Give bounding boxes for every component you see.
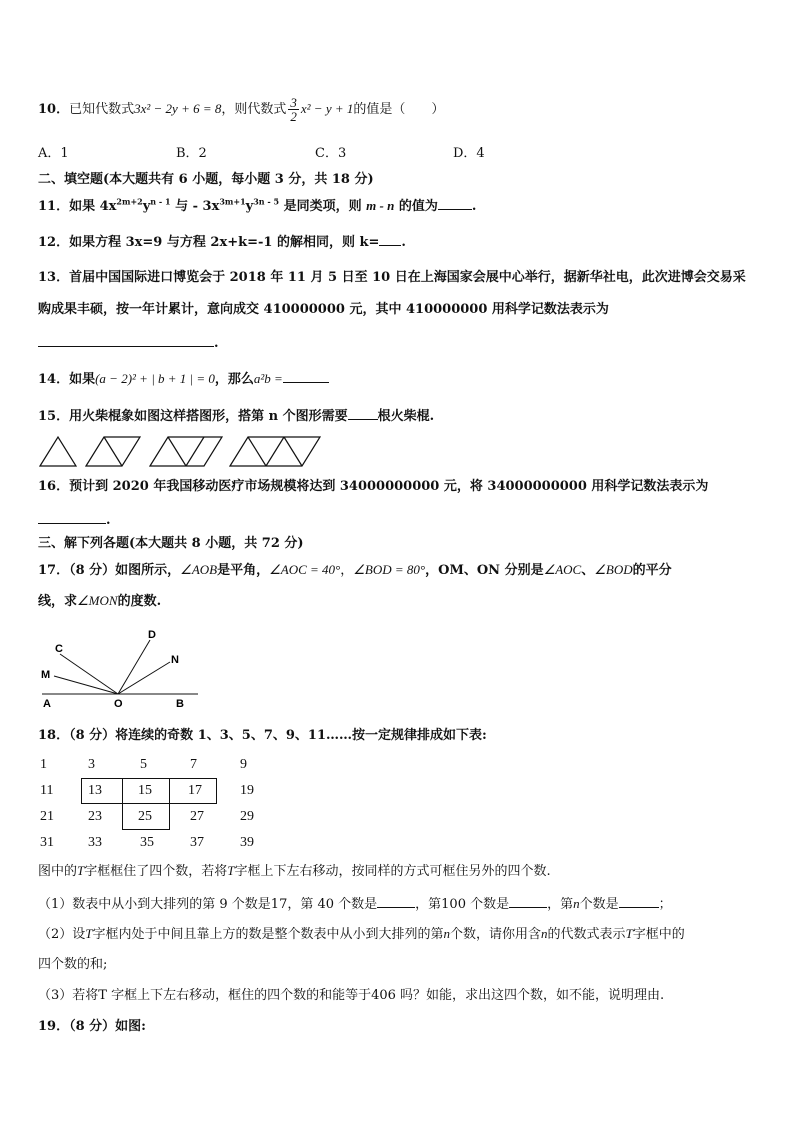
q13-line2: 购成果丰硕，按一年计累计，意向成交 410000000 元，其中 410000000 用科学记数法表示为: [38, 302, 609, 317]
q18-part2-line2: 四个数的和;: [38, 957, 108, 972]
q11-answer-blank[interactable]: [438, 196, 472, 210]
section-3-heading: 三、解下列各题(本大题共 8 小题，共 72 分): [38, 536, 304, 551]
q18-p1-blank-2[interactable]: [509, 894, 547, 908]
q18-desc-c: 字框上下左右移动，按同样的方式可框住另外的四个数.: [234, 864, 551, 879]
table-cell: 37: [190, 835, 204, 850]
q12-end: .: [401, 235, 406, 250]
q11-number: 11．: [38, 199, 70, 214]
q18-p1-d: 个数是: [579, 897, 619, 912]
table-cell: 19: [240, 783, 254, 798]
table-cell: 15: [138, 783, 152, 798]
q10-post: 的值是（ ）: [353, 102, 445, 117]
q15-matchstick-figure: [38, 435, 328, 469]
q16-line1: 16．预计到 2020 年我国移动医疗市场规模将达到 34000000000 元，将 34000000000 用科学记数法表示为: [38, 479, 709, 494]
q17-a: 17．（8 分）如图所示，: [38, 563, 181, 578]
q18-part3: （3）若将T 字框上下左右移动，框住的四个数的和能等于406 吗？如能，求出这四个数，如不能，说明理由.: [38, 988, 665, 1003]
q17-bod: ∠BOD = 80°: [353, 562, 426, 577]
label-m: M: [41, 669, 51, 681]
q17-mon: ∠MON: [77, 593, 118, 608]
q13-line3: [38, 333, 219, 353]
q18-description: [38, 862, 551, 881]
figure-1-triangle: [40, 437, 76, 466]
q14-pre: 14．如果: [38, 372, 96, 387]
label-d: D: [148, 629, 156, 641]
ray-on: [118, 662, 170, 694]
q10-expr2: x² − y + 1: [300, 101, 354, 116]
ray-om: [54, 676, 118, 694]
q18-p2-c: 个数，请你用含: [450, 927, 542, 942]
q18-n: n: [573, 896, 580, 911]
q14-expr2: a²b =: [253, 371, 283, 386]
section-2-heading: 二、填空题(本大题共有 6 小题，每小题 3 分，共 18 分): [38, 172, 374, 187]
q10-option-d: D．4: [453, 146, 485, 161]
table-cell: 35: [140, 835, 154, 850]
q16-line2: [38, 510, 111, 530]
q18-part1: [38, 894, 672, 914]
q18-t-symbol: T: [85, 926, 93, 941]
table-cell: 5: [140, 757, 147, 772]
q18-p1-b: ，第100 个数是: [415, 897, 510, 912]
q18-p2-b: 字框内处于中间且靠上方的数是整个数表中从小到大排列的第: [92, 927, 444, 942]
q11-d: y: [245, 199, 254, 214]
q11-mn: m - n: [366, 198, 395, 213]
q18-p1-a: （1）数表中从小到大排列的第 9 个数是17，第 40 个数是: [38, 897, 378, 912]
q14-line: [38, 369, 329, 389]
q15-answer-blank[interactable]: [348, 406, 378, 420]
q17-aoc2: ∠AOC: [543, 562, 582, 577]
q10-number: 10．: [38, 102, 70, 117]
q11-a: 如果 4x: [69, 199, 117, 214]
q18-t-symbol: T: [625, 926, 633, 941]
q15-text: 15．用火柴棍象如图这样搭图形，搭第 n 个图形需要: [38, 409, 348, 424]
figure-3-triangles: [150, 437, 222, 466]
table-cell: 11: [40, 783, 54, 798]
q13-line1: 13．首届中国国际进口博览会于 2018 年 11 月 5 日至 10 日在上海国家会展中心举行，据新华社电，此次进博会交易采: [38, 270, 746, 285]
q18-part2-line1: [38, 925, 685, 944]
q16-answer-blank[interactable]: [38, 510, 106, 524]
table-cell: 31: [40, 835, 54, 850]
table-cell: 39: [240, 835, 254, 850]
q10-line: [38, 96, 444, 123]
table-cell: 33: [88, 835, 102, 850]
q17-aob: ∠AOB: [180, 562, 218, 577]
q10-mid: ，则代数式: [221, 102, 287, 117]
q17-angle-diagram: [38, 624, 208, 710]
q19-line: 19．（8 分）如图:: [38, 1019, 146, 1034]
q17-d: 的平分: [632, 563, 672, 578]
q15-end: 根火柴棍.: [377, 409, 435, 424]
q18-n: n: [541, 926, 548, 941]
q11-exp4: 3n - 5: [253, 196, 280, 207]
q14-expr: (a − 2)² + | b + 1 | = 0: [95, 371, 215, 386]
q15-line: [38, 406, 434, 426]
q18-p2-e: 字框中的: [632, 927, 685, 942]
q11-line: [38, 196, 476, 216]
q14-mid: ，那么: [214, 372, 254, 387]
label-c: C: [55, 643, 63, 655]
ray-od: [118, 640, 150, 694]
q10-option-c: C．3: [315, 146, 347, 161]
q17-aoc: ∠AOC = 40°: [269, 562, 341, 577]
label-n: N: [171, 654, 179, 666]
q17-line2-b: 的度数.: [117, 594, 162, 609]
table-cell: 9: [240, 757, 247, 772]
table-cell: 7: [190, 757, 197, 772]
q18-desc-b: 字框框住了四个数，若将: [84, 864, 228, 879]
label-b: B: [176, 698, 184, 710]
q18-p2-a: （2）设: [38, 927, 86, 942]
q11-exp3: 3m+1: [219, 196, 246, 207]
q10-option-b: B．2: [176, 146, 207, 161]
label-o: O: [114, 698, 123, 710]
q12-line: [38, 232, 406, 252]
table-cell: 27: [190, 809, 204, 824]
q13-answer-blank[interactable]: [38, 333, 214, 347]
ray-oc: [60, 654, 118, 694]
q18-p1-e: ；: [658, 897, 672, 912]
q10-frac-den: 2: [290, 109, 297, 124]
q17-line2: [38, 592, 161, 611]
q11-c: 与 - 3x: [170, 199, 220, 214]
q11-exp2: n - 1: [150, 196, 171, 207]
q17-line2-a: 线，求: [38, 594, 78, 609]
q18-intro: 18．（8 分）将连续的奇数 1、3、5、7、9、11……按一定规律排成如下表:: [38, 728, 487, 743]
table-cell: 29: [240, 809, 254, 824]
q18-t-symbol: T: [77, 863, 85, 878]
q13-end: .: [214, 336, 219, 351]
q11-b: y: [142, 199, 151, 214]
q14-answer-blank[interactable]: [283, 369, 329, 383]
q12-text: 12．如果方程 3x=9 与方程 2x+k=-1 的解相同，则 k=: [38, 235, 380, 250]
q11-g: .: [471, 199, 477, 214]
q10-expr1: 3x² − 2y + 6 = 8: [134, 101, 222, 116]
q11-e: 是同类项，则: [279, 199, 367, 214]
q18-p1-blank-1[interactable]: [377, 894, 415, 908]
q11-exp1: 2m+2: [116, 196, 143, 207]
q16-end: .: [106, 513, 111, 528]
table-cell: 25: [138, 809, 152, 824]
q10-fraction: [288, 96, 299, 123]
q17-c: ，OM、ON 分别是: [425, 563, 544, 578]
q18-t-symbol: T: [227, 863, 235, 878]
table-cell: 23: [88, 809, 102, 824]
q10-pre: 已知代数式: [69, 102, 135, 117]
q17-bod2: ∠BOD: [594, 562, 633, 577]
q18-n: n: [443, 926, 451, 941]
q11-f: 的值为: [394, 199, 438, 214]
q18-desc-a: 图中的: [38, 864, 78, 879]
q10-frac-num: 3: [290, 95, 297, 110]
table-cell: 3: [88, 757, 95, 772]
q10-option-a: A．1: [38, 146, 69, 161]
q18-p1-blank-3[interactable]: [619, 894, 659, 908]
q12-answer-blank[interactable]: [379, 232, 401, 246]
q18-p1-c: ，第: [547, 897, 574, 912]
table-cell: 21: [40, 809, 54, 824]
q17-line1: 17．（8 分）如图所示，∠AOB是平角，∠AOC = 40°，∠BOD = 80°，OM、ON 分别是∠AOC、∠BOD的平分: [38, 562, 672, 578]
table-cell: 17: [188, 783, 202, 798]
table-cell: 13: [88, 783, 102, 798]
q17-sep: 、: [581, 563, 595, 578]
table-cell: 1: [40, 757, 47, 772]
q17-b: 是平角，: [217, 563, 270, 578]
q18-p2-d: 的代数式表示: [547, 927, 626, 942]
label-a: A: [43, 698, 51, 710]
